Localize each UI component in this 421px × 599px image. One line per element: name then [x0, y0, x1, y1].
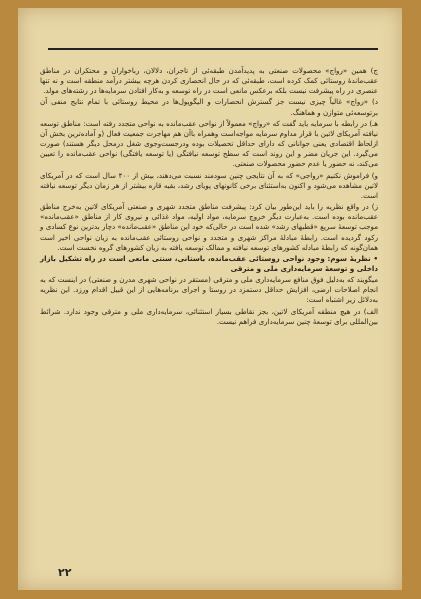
- body-text: [40, 66, 378, 328]
- third-theory-heading: • نظریهٔ سوم: وجود نواحی روستائی عقب‌مانده، باستانی، سنتی مانعی است در راه تشکیل بازار داخلی و توسعهٔ سرمایه‌داری ملی و مترقی: [40, 253, 378, 273]
- paragraph-vav: و) فراموش نکنیم «رواجی» که به آن نتایجی چنین سودمند نسبت می‌دهند، بیش از ۴۰۰ سال است که در آمریکای لاتین مشاهده می‌شود و اکنون به‌استثنای برخی کانونهای پویای رشد، بقیه قاره بیشتر از هر زمان دیگر توسعه نیافته است.: [40, 170, 378, 200]
- paragraph-he: هـ) در رابطه با سرمایه باید گفت که «رواج» معمولاً از نواحی عقب‌مانده به نواحی متجدد رفته است: مناطق توسعه نیافته آمریکای لاتین با قرار مداوم سرمایه مواجه‌است وهمراه باآن هم مهاجرت جمعیت فعال (و آماده‌ترین بخش آن ازلحاظ اقتصادی یعنی جوانانی که دارای حداقل تحصیلات بوده ودرجست‌وجوی شغل درمحل دیگر هستند) صورت می‌گیرد. این جریان مضر و این روند است که سطح توسعه نیافتگی (یا توسعه یافتگی) نواحی عقب‌مانده را تعیین می‌کند، نه حضور یا عدم حضور محصولات صنعتی.: [40, 118, 378, 169]
- paragraph-theory-explanation: میگویند که به‌دلیل فوق منافع سرمایه‌داری ملی و مترقی (مستقر در نواحی شهری مدرن و صنعتی) در اینست که به انجام اصلاحات ارضی، افزایش حداقل دستمزد در روستا و اجرای برنامه‌هایی از این قبیل اقدام ورزد. این نظریه به‌دلائل زیر اشتباه است:: [40, 275, 378, 305]
- book-page: [18, 8, 402, 590]
- paragraph-jim: ج) همین «رواج» محصولات صنعتی به پدیدآمدن طبقه‌ئی از تاجران، دلالان، رباخواران و محتکران در مناطق عقب‌ماندهٔ روستائی کمک کرده است، طبقه‌ئی که در حال انحصاری کردن هرچه بیشتر درآمد منطقه است و نه تنها عنصری در راه پیشرفت نیست بلکه برعکس مانعی است در راه توسعه و به‌کار افتادن سرمایه‌ها در رشته‌های مولد.: [40, 66, 378, 96]
- header-rule: [48, 48, 378, 50]
- page-number: ۲۲: [58, 566, 72, 579]
- paragraph-dal: د) «رواج» غالباً چیزی نیست جز گسترش انحصارات و الیگوپول‌ها در محیط روستائی با تمام نتایج منفی آن برتوسعه‌ئی متوازن و هماهنگ.: [40, 97, 378, 117]
- paragraph-alef: الف) در هیچ منطقه آمریکای لاتین، بجز نقاطی بسیار استثنائی، سرمایه‌داری ملی و مترقی وجود ندارد. شرائط بین‌المللی برای توسعهٔ چنین سرمایه‌داری فراهم نیست.: [40, 306, 378, 326]
- paragraph-ze: ز) در واقع نظریه را باید این‌طور بیان کرد: پیشرفت مناطق متجدد شهری و صنعتی آمریکای لاتین به‌خرج مناطق عقب‌مانده بوده است. به‌عبارت دیگر خروج سرمایه، مواد اولیه، مواد غذائی و نیروی کار از مناطق «عقب‌مانده» موجب توسعهٔ سریع «قطبهای رشد» شده است در حالی‌که خود این مناطق «عقب‌مانده» دچار بدترین نوع کسادی و رکود گردیده است. رابطهٔ مبادلهٔ مراکز شهری و متجدد و نواحی روستائی عقب‌مانده به زیان نواحی اخیر است همان‌گونه که رابطهٔ مبادله کشورهای توسعه نیافته و ممالک توسعه یافته به زیان کشورهای گروه نخست است.: [40, 202, 378, 252]
